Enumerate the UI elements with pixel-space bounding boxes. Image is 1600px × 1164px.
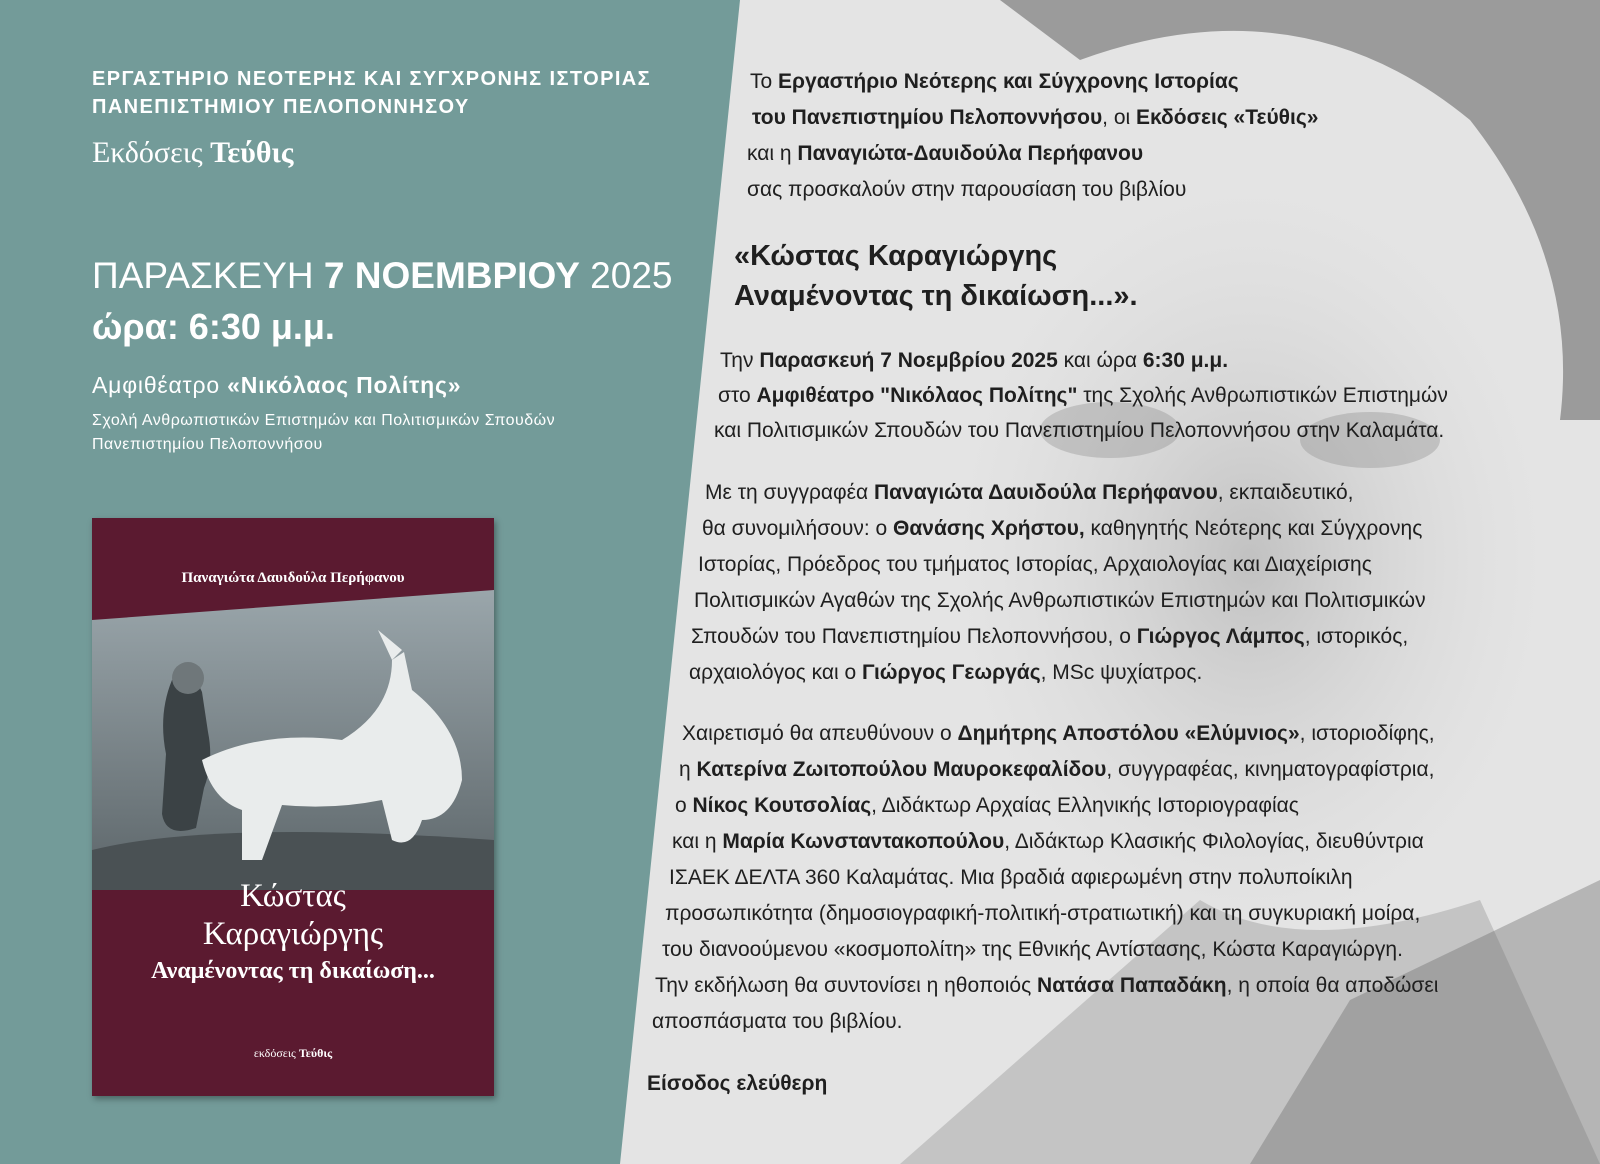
details-line2: στο Αμφιθέατρο "Νικόλαος Πολίτης" της Σχολής Ανθρωπιστικών Επιστημών	[718, 384, 1448, 407]
greetings-line4: και η Μαρία Κωνσταντακοπούλου, Διδάκτωρ Κλασικής Φιλολογίας, διευθύντρια	[672, 830, 1424, 853]
greetings-line9: αποσπάσματα του βιβλίου.	[652, 1010, 903, 1033]
event-venue: Αμφιθέατρο «Νικόλαος Πολίτης»	[92, 372, 462, 398]
greetings-line6: προσωπικότητα (δημοσιογραφική-πολιτική-στρατιωτική) και τη συγκυριακή μοίρα,	[665, 902, 1421, 925]
speakers-line6: αρχαιολόγος και ο Γιώργος Γεωργάς, MSc ψυχίατρος.	[689, 661, 1203, 684]
book-publisher: εκδόσεις Τεύθις	[253, 1046, 333, 1060]
details-line1: Την Παρασκευή 7 Νοεμβρίου 2025 και ώρα 6:30 μ.μ.	[720, 349, 1229, 372]
invitation-line3: και η Παναγιώτα-Δαυιδούλα Περήφανου	[747, 142, 1144, 165]
speakers-line4: Πολιτισμικών Αγαθών της Σχολής Ανθρωπιστικών Επιστημών και Πολιτισμικών	[694, 589, 1426, 612]
book-title-line1: Κώστας	[240, 878, 346, 914]
greetings-line1: Χαιρετισμό θα απευθύνουν ο Δημήτρης Αποστόλου «Ελύμνιος», ιστοριοδίφης,	[682, 722, 1435, 745]
horse-rider-photo	[92, 590, 494, 890]
invitation-line2: του Πανεπιστημίου Πελοποννήσου, οι Εκδόσεις «Τεύθις»	[752, 106, 1319, 129]
speakers-line5: Σπουδών του Πανεπιστημίου Πελοποννήσου, ο Γιώργος Λάμπος, ιστορικός,	[691, 625, 1409, 648]
book-cover	[92, 518, 494, 1096]
speakers-line3: Ιστορίας, Πρόεδρος του τμήματος Ιστορίας, Αρχαιολογίας και Διαχείρισης	[698, 553, 1372, 576]
org-title-line1: ΕΡΓΑΣΤΗΡΙΟ ΝΕΟΤΕΡΗΣ ΚΑΙ ΣΥΓΧΡΟΝΗΣ ΙΣΤΟΡΙΑΣ	[92, 68, 652, 90]
book-subtitle: Αναμένοντας τη δικαίωση...	[151, 958, 435, 984]
greetings-line5: ΙΣΑΕΚ ΔΕΛΤΑ 360 Καλαμάτας. Μια βραδιά αφιερωμένη στην πολυποίκιλη	[669, 866, 1353, 889]
book-title-line2: Καραγιώργης	[202, 916, 384, 952]
book-author: Παναγιώτα Δαυιδούλα Περήφανου	[181, 570, 405, 586]
free-entry-note: Είσοδος ελεύθερη	[647, 1072, 828, 1095]
org-title-line2: ΠΑΝΕΠΙΣΤΗΜΙΟΥ ΠΕΛΟΠΟΝΝΗΣΟΥ	[92, 96, 470, 118]
venue-subtitle-line2: Πανεπιστημίου Πελοποννήσου	[92, 436, 323, 453]
greetings-line7: του διανοούμενου «κοσμοπολίτη» της Εθνικής Αντίστασης, Κώστα Καραγιώργη.	[662, 938, 1403, 961]
book-title-heading-line1: «Κώστας Καραγιώργης	[734, 240, 1058, 272]
invitation-line1: Το Εργαστήριο Νεότερης και Σύγχρονης Ιστορίας	[750, 70, 1239, 93]
event-date: ΠΑΡΑΣΚΕΥΗ 7 ΝΟΕΜΒΡΙΟΥ 2025	[92, 255, 673, 296]
venue-subtitle-line1: Σχολή Ανθρωπιστικών Επιστημών και Πολιτισμικών Σπουδών	[92, 412, 556, 429]
speakers-line2: θα συνομιλήσουν: ο Θανάσης Χρήστου, καθηγητής Νεότερης και Σύγχρονης	[702, 517, 1423, 540]
details-line3: και Πολιτισμικών Σπουδών του Πανεπιστημίου Πελοποννήσου στην Καλαμάτα.	[714, 419, 1445, 442]
greetings-line3: ο Νίκος Κουτσολίας, Διδάκτωρ Αρχαίας Ελληνικής Ιστοριογραφίας	[675, 794, 1299, 817]
speakers-line1: Με τη συγγραφέα Παναγιώτα Δαυιδούλα Περήφανου, εκπαιδευτικό,	[705, 481, 1354, 504]
book-title-heading-line2: Αναμένοντας τη δικαίωση...».	[734, 280, 1138, 312]
invitation-line4: σας προσκαλούν στην παρουσίαση του βιβλίου	[747, 178, 1187, 201]
greetings-line2: η Κατερίνα Ζωιτοπούλου Μαυροκεφαλίδου, συγγραφέας, κινηματογραφίστρια,	[679, 758, 1435, 781]
event-time: ώρα: 6:30 μ.μ.	[92, 306, 335, 347]
greetings-line8: Την εκδήλωση θα συντονίσει η ηθοποιός Νατάσα Παπαδάκη, η οποία θα αποδώσει	[655, 974, 1439, 997]
publisher-name: Εκδόσεις Τεύθις	[92, 136, 294, 169]
